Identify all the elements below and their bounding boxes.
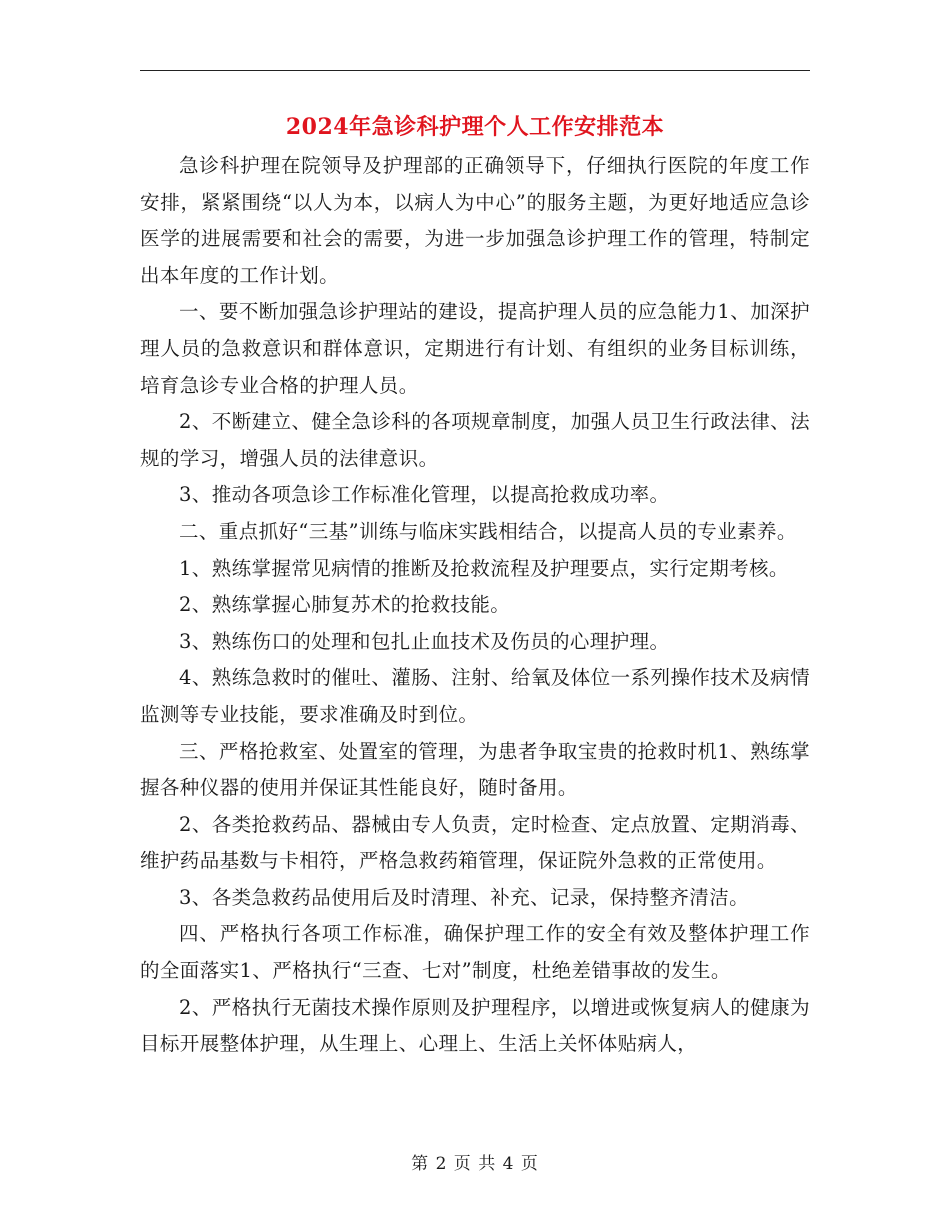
- paragraph: 三、严格抢救室、处置室的管理，为患者争取宝贵的抢救时机1、熟练掌握各种仪器的使用并保证其性能良好，随时备用。: [140, 739, 810, 800]
- paragraph: 2、熟练掌握心肺复苏术的抢救技能。: [179, 593, 511, 617]
- header-rule: [140, 70, 810, 71]
- paragraph: 一、要不断加强急诊护理站的建设，提高护理人员的应急能力1、加深护理人员的急救意识和群体意识，定期进行有计划、有组织的业务目标训练，培育急诊专业合格的护理人员。: [140, 300, 810, 397]
- document-body: [140, 148, 810, 1063]
- paragraph: 4、熟练急救时的催吐、灌肠、注射、给氧及体位一系列操作技术及病情监测等专业技能，要求准确及时到位。: [140, 666, 810, 726]
- page-number: 第 2 页 共 4 页: [411, 1154, 539, 1174]
- paragraph: 2、不断建立、健全急诊科的各项规章制度，加强人员卫生行政法律、法规的学习，增强人员的法律意识。: [140, 410, 810, 470]
- document-title: 2024年急诊科护理个人工作安排范本: [285, 114, 665, 140]
- paragraph: 3、熟练伤口的处理和包扎止血技术及伤员的心理护理。: [179, 629, 670, 653]
- paragraph: 2、各类抢救药品、器械由专人负责，定时检查、定点放置、定期消毒、维护药品基数与卡相符，严格急救药箱管理，保证院外急救的正常使用。: [140, 812, 810, 873]
- paragraph: 四、严格执行各项工作标准，确保护理工作的安全有效及整体护理工作的全面落实1、严格执行“三查、七对”制度，杜绝差错事故的发生。: [140, 922, 810, 983]
- paragraph: 1、熟练掌握常见病情的推断及抢救流程及护理要点，实行定期考核。: [179, 556, 789, 580]
- paragraph: 急诊科护理在院领导及护理部的正确领导下，仔细执行医院的年度工作安排，紧紧围绕“以人为本，以病人为中心”的服务主题，为更好地适应急诊医学的进展需要和社会的需要，为进一步加强急诊护理工作的管理，特制定出本年度的工作计划。: [140, 154, 810, 287]
- paragraph: 2、严格执行无菌技术操作原则及护理程序，以增进或恢复病人的健康为目标开展整体护理，从生理上、心理上、生活上关怀体贴病人，: [140, 995, 810, 1056]
- paragraph: 二、重点抓好“三基”训练与临床实践相结合，以提高人员的专业素养。: [179, 519, 797, 543]
- paragraph: 3、各类急救药品使用后及时清理、补充、记录，保持整齐清洁。: [179, 885, 750, 909]
- paragraph: 3、推动各项急诊工作标准化管理，以提高抢救成功率。: [179, 483, 670, 507]
